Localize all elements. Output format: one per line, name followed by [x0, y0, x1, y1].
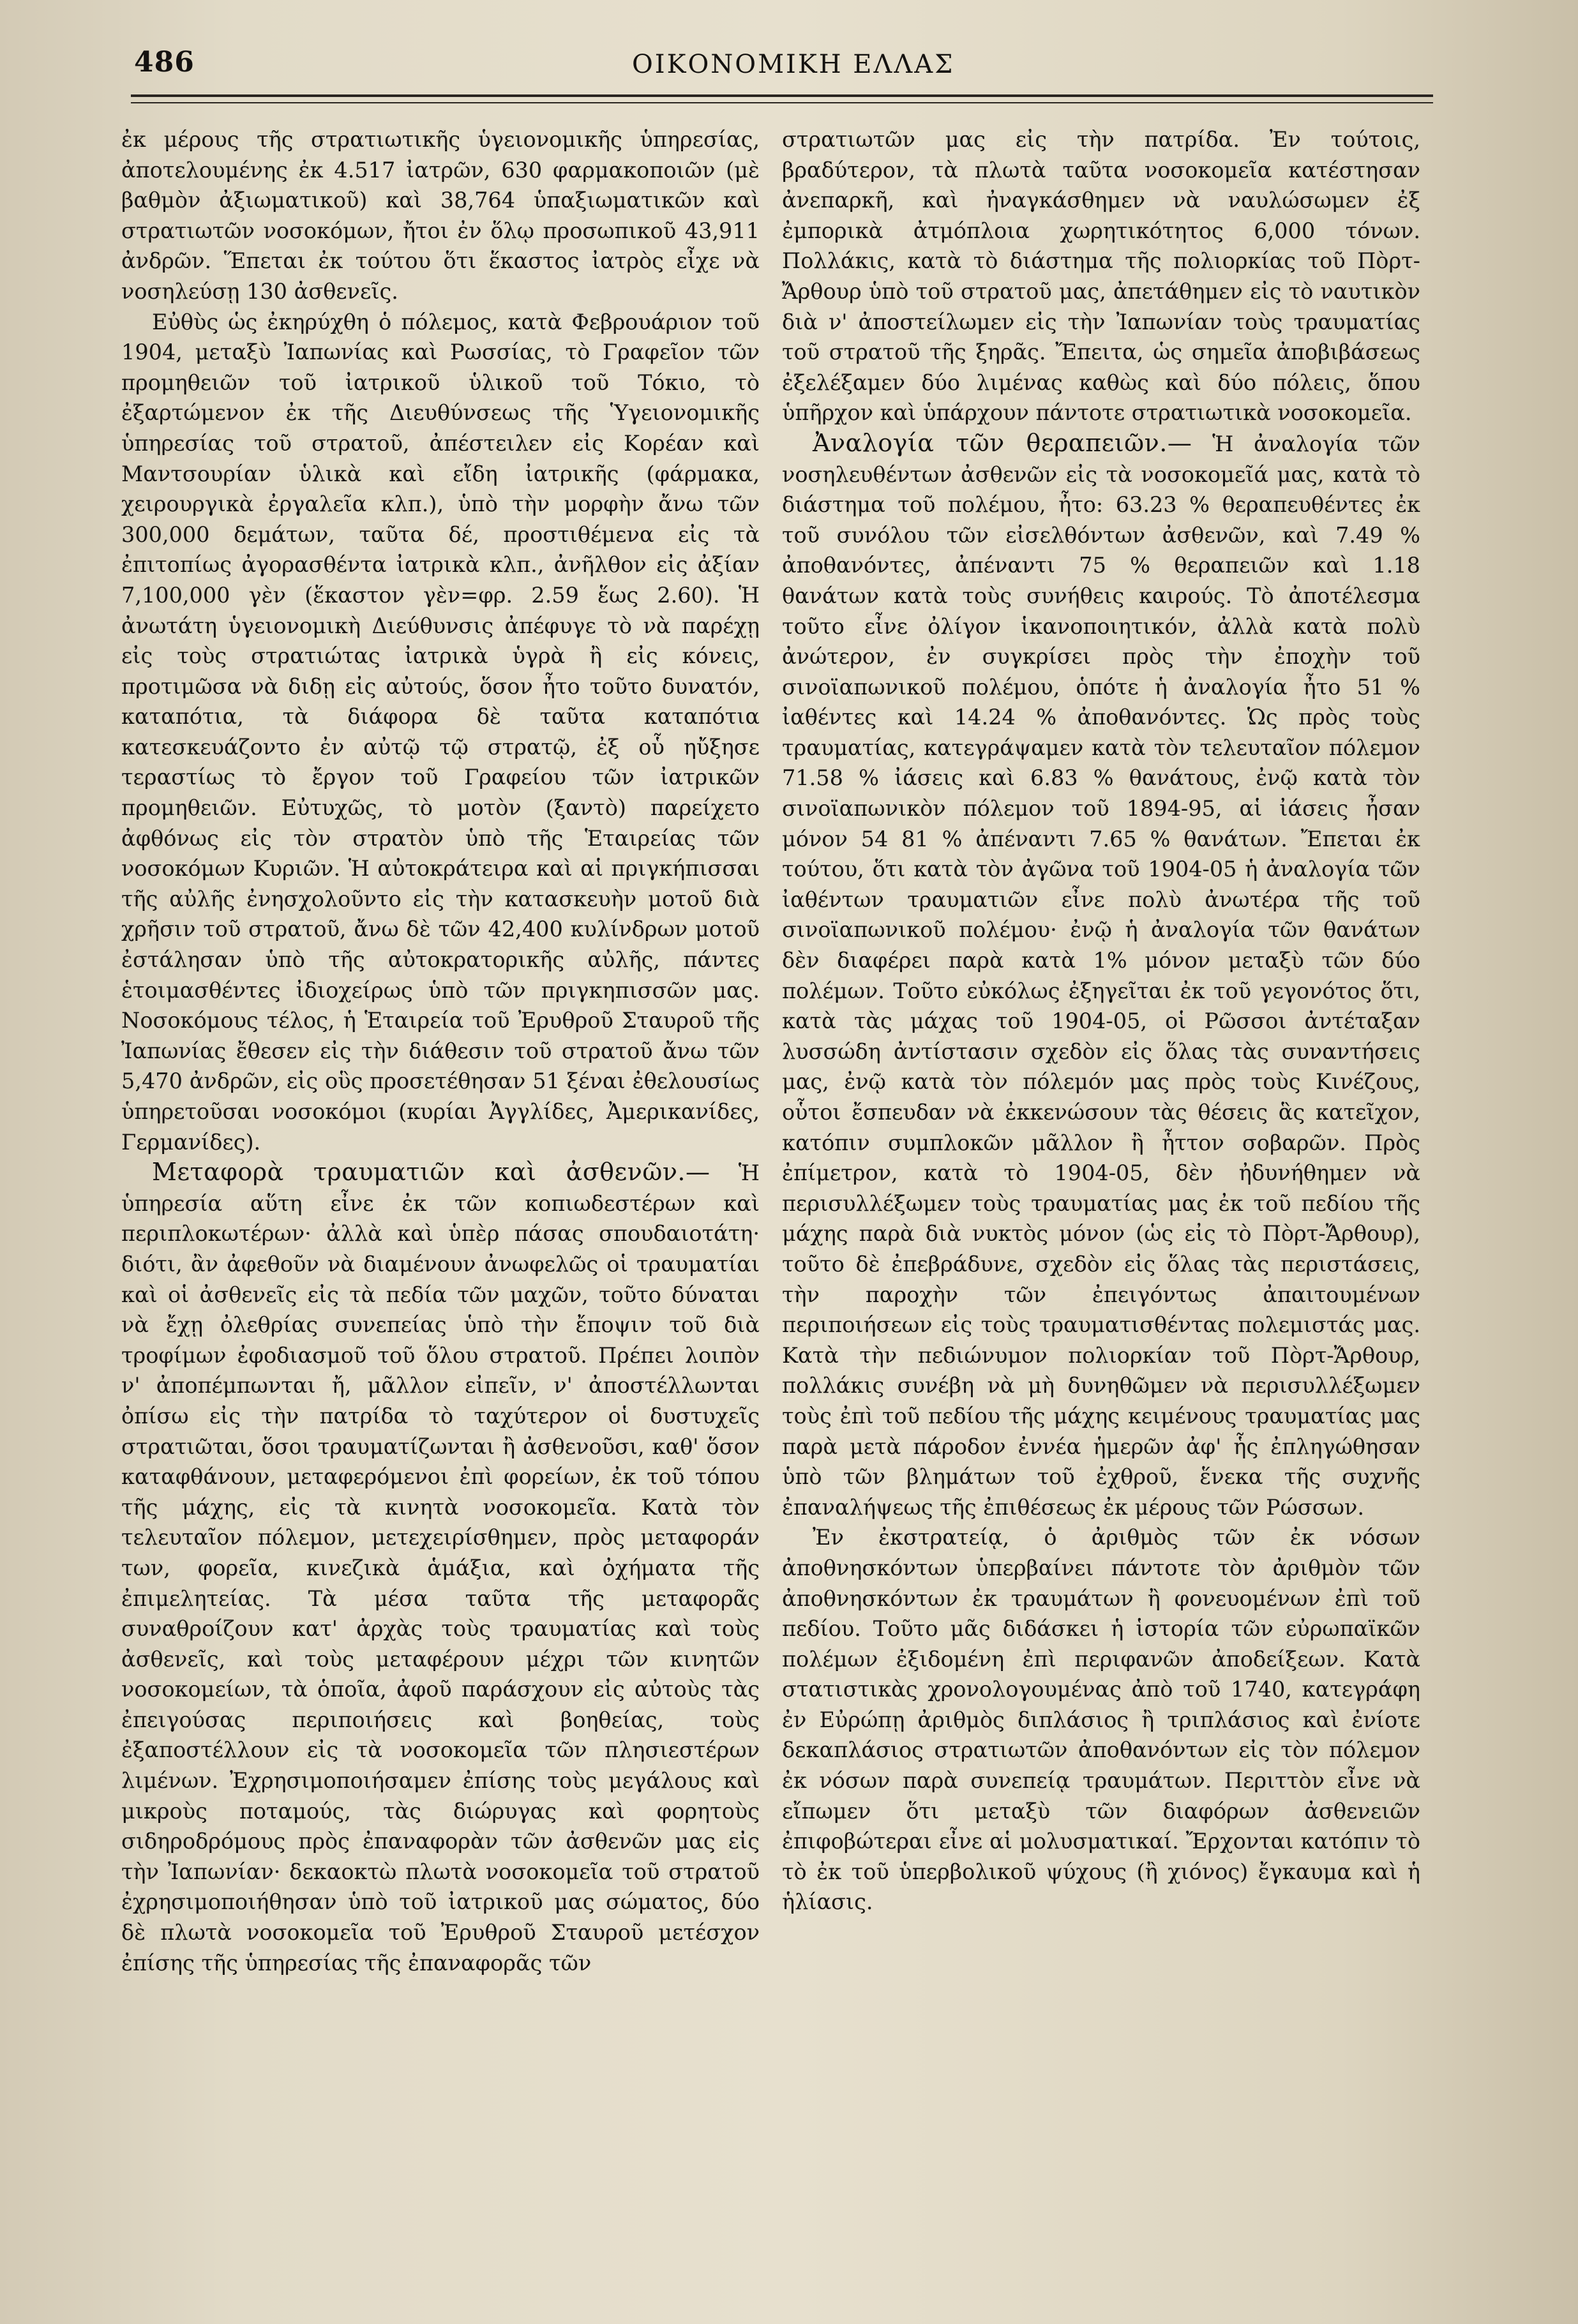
left-column — [121, 124, 760, 1978]
right-paragraph-3: Ἐν ἐκστρατείᾳ, ὁ ἀριθμὸς τῶν ἐκ νόσων ἀποθνησκόντων ὑπερβαίνει πάντοτε τὸν ἀριθμὸν τῶν ἀποθνησκόντων ἐκ τραυμάτων ἢ φονευομένων ἐπὶ τοῦ πεδίου. Τοῦτο μᾶς διδάσκει ἡ ἱστορία τῶν εὐρωπαϊκῶν πολέμων ἐξιδομένη ἐπὶ περιφανῶν ἀποδείξεων. Κατὰ στατιστικὰς χρονολογουμένας ἀπὸ τοῦ 1740, κατεγράφη ἐν Εὐρώπῃ ἀριθμὸς διπλάσιος ἢ τριπλάσιος καὶ ἐνίοτε δεκαπλάσιος στρατιωτῶν ἀποθανόντων εἰς τὸν πόλεμον ἐκ νόσων παρὰ συνεπείᾳ τραυμάτων. Περιττὸν εἶνε νὰ εἴπωμεν ὅτι μεταξὺ τῶν διαφόρων ἀσθενειῶν ἐπιφοβώτεραι εἶνε αἱ μολυσματικαί. Ἔρχονται κατόπιν τὸ τὸ ἐκ τοῦ ὑπερβολικοῦ ψύχους (ἢ χιόνος) ἔγκαυμα καὶ ἡ ἡλίασις. — [782, 1525, 1420, 1915]
left-paragraph-1: ἐκ μέρους τῆς στρατιωτικῆς ὑγειονομικῆς ὑπηρεσίας, ἀποτελουμένης ἐκ 4.517 ἰατρῶν, 630 φαρμακοποιῶν (μὲ βαθμὸν ἀξιωματικοῦ) καὶ 38,764 ὑπαξιωματικῶν καὶ στρατιωτῶν νοσοκόμων, ἤτοι ἐν ὅλῳ προσωπικοῦ 43,911 ἀνδρῶν. Ἕπεται ἐκ τούτου ὅτι ἕκαστος ἰατρὸς εἶχε νὰ νοσηλεύσῃ 130 ἀσθενεῖς. — [121, 127, 760, 304]
right-paragraph-2-body: Ἡ ἀναλογία τῶν νοσηλευθέντων ἀσθενῶν εἰς τὰ νοσοκομεῖά μας, κατὰ τὸ διάστημα τοῦ πολέμου, ἦτο: 63.23 % θεραπευθέντες ἐκ τοῦ συνόλου τῶν εἰσελθόντων ἀσθενῶν, καὶ 7.49 % ἀποθανόντες, ἀπέναντι 75 % θεραπειῶν καὶ 1.18 θανάτων κατὰ τοὺς συνήθεις καιρούς. Τὸ ἀποτέλεσμα τοῦτο εἶνε ὀλίγον ἱκανοποιητικόν, ἀλλὰ κατὰ πολὺ ἀνώτερον, ἐν συγκρίσει πρὸς τὴν ἐποχὴν τοῦ σινοϊαπωνικοῦ πολέμου, ὁπότε ἡ ἀναλογία ἦτο 51 % ἰαθέντες καὶ 14.24 % ἀποθανόντες. Ὡς πρὸς τοὺς τραυματίας, κατεγράψαμεν κατὰ τὸν τελευταῖον πόλεμον 71.58 % ἰάσεις καὶ 6.83 % θανάτους, ἐνῷ κατὰ τὸν σινοϊαπωνικὸν πόλεμον τοῦ 1894-95, αἱ ἰάσεις ἦσαν μόνον 54 81 % ἀπέναντι 7.65 % θανάτων. Ἔπεται ἐκ τούτου, ὅτι κατὰ τὸν ἀγῶνα τοῦ 1904-05 ἡ ἀναλογία τῶν ἰαθέντων τραυματιῶν εἶνε πολὺ ἀνωτέρα τῆς τοῦ σινοϊαπωνικοῦ πολέμου· ἐνῷ ἡ ἀναλογία τῶν θανάτων δὲν διαφέρει παρὰ κατὰ 1% μόνον μεταξὺ τῶν δύο πολέμων. Τοῦτο εὐκόλως ἐξηγεῖται ἐκ τοῦ γεγονότος ὅτι, κατὰ τὰς μάχας τοῦ 1904-05, οἱ Ρῶσσοι ἀντέταξαν λυσσώδη ἀντίστασιν σχεδὸν εἰς ὅλας τὰς συναντήσεις μας, ἐνῷ κατὰ τὸν πόλεμόν μας πρὸς τοὺς Κινέζους, οὗτοι ἔσπευδαν νὰ ἐκκενώσουν τὰς θέσεις ἃς κατεῖχον, κατόπιν συμπλοκῶν μᾶλλον ἢ ἧττον σοβαρῶν. Πρὸς ἐπίμετρον, κατὰ τὸ 1904-05, δὲν ἠδυνήθημεν νὰ περισυλλέξωμεν τοὺς τραυματίας μας ἐκ τοῦ πεδίου τῆς μάχης παρὰ διὰ νυκτὸς μόνον (ὡς εἰς τὸ Πὸρτ-Ἄρθουρ), τοῦτο δὲ ἐπεβράδυνε, σχεδὸν εἰς ὅλας τὰς περιστάσεις, τὴν παροχὴν τῶν ἐπειγόντως ἀπαιτουμένων περιποιήσεων εἰς τοὺς τραυματισθέντας πολεμιστάς μας. Κατὰ τὴν πεδιώνυμον πολιορκίαν τοῦ Πὸρτ-Ἄρθουρ, πολλάκις συνέβη νὰ μὴ δυνηθῶμεν νὰ περισυλλέξωμεν τοὺς ἐπὶ τοῦ πεδίου τῆς μάχης κειμένους τραυματίας μας παρὰ μετὰ πάροδον ἐννέα ἡμερῶν ἀφ' ἧς ἐπληγώθησαν ὑπὸ τῶν βλημάτων τοῦ ἐχθροῦ, ἕνεκα τῆς συχνῆς ἐπαναλήψεως τῆς ἐπιθέσεως ἐκ μέρους τῶν Ρώσσων. — [782, 431, 1420, 1520]
left-paragraph-2: Εὐθὺς ὡς ἐκηρύχθη ὁ πόλεμος, κατὰ Φεβρουάριον τοῦ 1904, μεταξὺ Ἰαπωνίας καὶ Ρωσσίας, τὸ Γραφεῖον τῶν προμηθειῶν τοῦ ἰατρικοῦ ὑλικοῦ τοῦ Τόκιο, τὸ ἐξαρτώμενον ἐκ τῆς Διευθύνσεως τῆς Ὑγειονομικῆς ὑπηρεσίας τοῦ στρατοῦ, ἀπέστειλεν εἰς Κορέαν καὶ Μαντσουρίαν ὑλικὰ καὶ εἴδη ἰατρικῆς (φάρμακα, χειρουργικὰ ἐργαλεῖα κλπ.), ὑπὸ τὴν μορφὴν ἄνω τῶν 300,000 δεμάτων, ταῦτα δέ, προστιθέμενα εἰς τὰ ἐπιτοπίως ἀγορασθέντα ἰατρικὰ κλπ., ἀνῆλθον εἰς ἀξίαν 7,100,000 γὲν (ἕκαστον γὲν=φρ. 2.59 ἕως 2.60). Ἡ ἀνωτάτη ὑγειονομικὴ Διεύθυνσις ἀπέφυγε τὸ νὰ παρέχῃ εἰς τοὺς στρατιώτας ἰατρικὰ ὑγρὰ ἢ εἰς κόνεις, προτιμῶσα νὰ διδῃ εἰς αὐτούς, ὅσον ἦτο τοῦτο δυνατόν, καταπότια, τὰ διάφορα δὲ ταῦτα καταπότια κατεσκευάζοντο ἐν αὐτῷ τῷ στρατῷ, ἐξ οὗ ηὔξησε τεραστίως τὸ ἔργον τοῦ Γραφείου τῶν ἰατρικῶν προμηθειῶν. Εὐτυχῶς, τὸ μοτὸν (ξαντὸ) παρείχετο ἀφθόνως εἰς τὸν στρατὸν ὑπὸ τῆς Ἑταιρείας τῶν νοσοκόμων Κυριῶν. Ἡ αὐτοκράτειρα καὶ αἱ πριγκήπισσαι τῆς αὐλῆς ἐνησχολοῦντο εἰς τὴν κατασκευὴν μοτοῦ διὰ χρῆσιν τοῦ στρατοῦ, ἄνω δὲ τῶν 42,400 κυλίνδρων μοτοῦ ἐστάλησαν ὑπὸ τῆς αὐτοκρατορικῆς αὐλῆς, πάντες ἑτοιμασθέντες ἰδιοχείρως ὑπὸ τῶν πριγκηπισσῶν μας. Νοσοκόμους τέλος, ἡ Ἑταιρεία τοῦ Ἐρυθροῦ Σταυροῦ τῆς Ἰαπωνίας ἔθεσεν εἰς τὴν διάθεσιν τοῦ στρατοῦ ἄνω τῶν 5,470 ἀνδρῶν, εἰς οὓς προσετέθησαν 51 ξέναι ἐθελουσίως ὑπηρετοῦσαι νοσοκόμοι (κυρίαι Ἀγγλίδες, Ἀμερικανίδες, Γερμανίδες). — [121, 309, 760, 1155]
running-title: ΟΙΚΟΝΟΜΙΚΗ ΕΛΛΑΣ — [632, 50, 955, 79]
right-paragraph-2 — [782, 428, 1420, 1522]
page-number: 486 — [134, 46, 195, 79]
section-heading-cure-ratio: Ἀναλογία τῶν θεραπειῶν.— — [813, 428, 1192, 457]
header-rule-secondary — [131, 102, 1433, 103]
section-heading-transport: Μεταφορὰ τραυματιῶν καὶ ἀσθενῶν.— — [152, 1158, 710, 1187]
right-paragraph-1: στρατιωτῶν μας εἰς τὴν πατρίδα. Ἐν τούτοις, βραδύτερον, τὰ πλωτὰ ταῦτα νοσοκομεῖα κατέστησαν ἀνεπαρκῆ, καὶ ἠναγκάσθημεν νὰ ναυλώσωμεν ἐξ ἐμπορικὰ ἀτμόπλοια χωρητικότητος 6,000 τόνων. Πολλάκις, κατὰ τὸ διάστημα τῆς πολιορκίας τοῦ Πὸρτ-Ἄρθουρ ὑπὸ τοῦ στρατοῦ μας, ἀπετάθημεν εἰς τὸ ναυτικὸν διὰ ν' ἀποστείλωμεν εἰς τὴν Ἰαπωνίαν τοὺς τραυματίας τοῦ στρατοῦ τῆς ξηρᾶς. Ἔπειτα, ὡς σημεῖα ἀποβιβάσεως ἐξελέξαμεν δύο λιμένας καθὼς καὶ δύο πόλεις, ὅπου ὑπῆρχον καὶ ὑπάρχουν πάντοτε στρατιωτικὰ νοσοκομεῖα. — [782, 127, 1420, 426]
right-column — [782, 124, 1420, 1917]
left-paragraph-3-body: Ἡ ὑπηρεσία αὕτη εἶνε ἐκ τῶν κοπιωδεστέρων καὶ περιπλοκωτέρων· ἀλλὰ καὶ ὑπὲρ πάσας σπουδαιοτάτη· διότι, ἂν ἀφεθοῦν νὰ διαμένουν ἀνωφελῶς οἱ τραυματίαι καὶ οἱ ἀσθενεῖς εἰς τὰ πεδία τῶν μαχῶν, τοῦτο δύναται νὰ ἔχῃ ὀλεθρίας συνεπείας ὑπὸ τὴν ἔποψιν τοῦ διὰ τροφίμων ἐφοδιασμοῦ τοῦ ὅλου στρατοῦ. Πρέπει λοιπὸν ν' ἀποπέμπωνται ἤ, μᾶλλον εἰπεῖν, ν' ἀποστέλλωνται ὀπίσω εἰς τὴν πατρίδα τὸ ταχύτερον οἱ δυστυχεῖς στρατιῶται, ὅσοι τραυματίζωνται ἢ ἀσθενοῦσι, καθ' ὅσον καταφθάνουν, μεταφερόμενοι ἐπὶ φορείων, ἐκ τοῦ τόπου τῆς μάχης, εἰς τὰ κινητὰ νοσοκομεῖα. Κατὰ τὸν τελευταῖον πόλεμον, μετεχειρίσθημεν, πρὸς μεταφοράν των, φορεῖα, κινεζικὰ ἁμάξια, καὶ ὀχήματα τῆς ἐπιμελητείας. Τὰ μέσα ταῦτα τῆς μεταφορᾶς συναθροίζουν κατ' ἀρχὰς τοὺς τραυματίας καὶ τοὺς ἀσθενεῖς, καὶ τοὺς μεταφέρουν μέχρι τῶν κινητῶν νοσοκομείων, τὰ ὁποῖα, ἀφοῦ παράσχουν εἰς αὐτοὺς τὰς ἐπειγούσας περιποιήσεις καὶ βοηθείας, τοὺς ἐξαποστέλλουν εἰς τὰ νοσοκομεῖα τῶν πλησιεστέρων λιμένων. Ἐχρησιμοποιήσαμεν ἐπίσης τοὺς μεγάλους καὶ μικροὺς ποταμούς, τὰς διώρυγας καὶ φορητοὺς σιδηροδρόμους πρὸς ἐπαναφορὰν τῶν ἀσθενῶν μας εἰς τὴν Ἰαπωνίαν· δεκαοκτὼ πλωτὰ νοσοκομεῖα τοῦ στρατοῦ ἐχρησιμοποιήθησαν ὑπὸ τοῦ ἰατρικοῦ μας σώματος, δύο δὲ πλωτὰ νοσοκομεῖα τοῦ Ἐρυθροῦ Σταυροῦ μετέσχον ἐπίσης τῆς ὑπηρεσίας τῆς ἐπαναφορᾶς τῶν — [121, 1160, 760, 1975]
left-paragraph-3 — [121, 1157, 760, 1978]
header-rule — [131, 94, 1433, 97]
